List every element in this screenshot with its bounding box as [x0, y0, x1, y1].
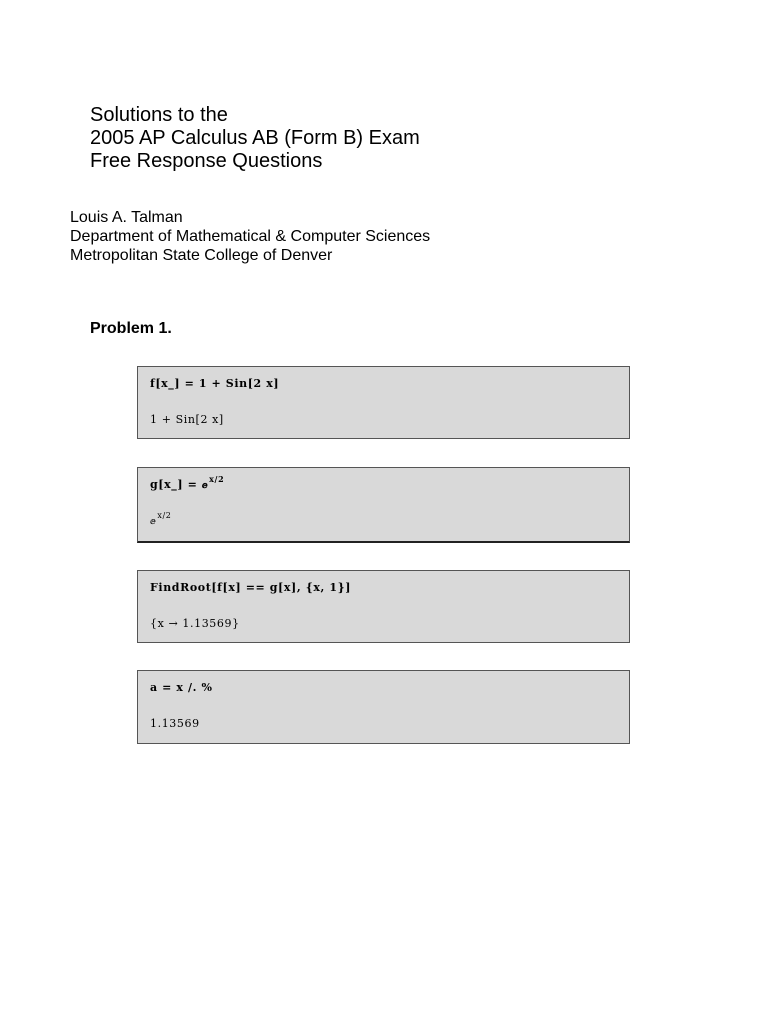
cell-input: FindRoot[f[x] == g[x], {x, 1}]	[150, 581, 352, 594]
cell-input: a = x /. %	[150, 681, 213, 694]
cell-output: 1.13569	[150, 717, 200, 730]
code-cell-4	[137, 670, 630, 744]
document-title	[90, 104, 420, 173]
cell-input-prefix: g[x_] =	[150, 478, 202, 491]
cell-output	[150, 511, 172, 527]
code-cell-1	[137, 366, 630, 439]
exponent: x/2	[157, 511, 172, 520]
author-institution: Metropolitan State College of Denver	[70, 247, 333, 264]
exponential-e: ⅇ	[150, 517, 157, 527]
cell-output: {x → 1.13569}	[150, 617, 240, 630]
author-department: Department of Mathematical & Computer Sciences	[70, 228, 431, 245]
cell-input: f[x_] = 1 + Sin[2 x]	[150, 377, 280, 390]
code-cell-3	[137, 570, 630, 643]
cell-input	[150, 474, 225, 491]
author-info	[70, 208, 430, 265]
cell-output: 1 + Sin[2 x]	[150, 413, 224, 426]
title-line-2: 2005 AP Calculus AB (Form B) Exam	[90, 127, 420, 149]
code-cell-2	[137, 467, 630, 543]
problem-heading: Problem 1.	[90, 320, 172, 337]
exponent: x/2	[209, 474, 225, 484]
author-name: Louis A. Talman	[70, 209, 183, 226]
title-line-1: Solutions to the	[90, 104, 228, 126]
exponential-e: ⅇ	[201, 481, 209, 491]
title-line-3: Free Response Questions	[90, 150, 323, 172]
